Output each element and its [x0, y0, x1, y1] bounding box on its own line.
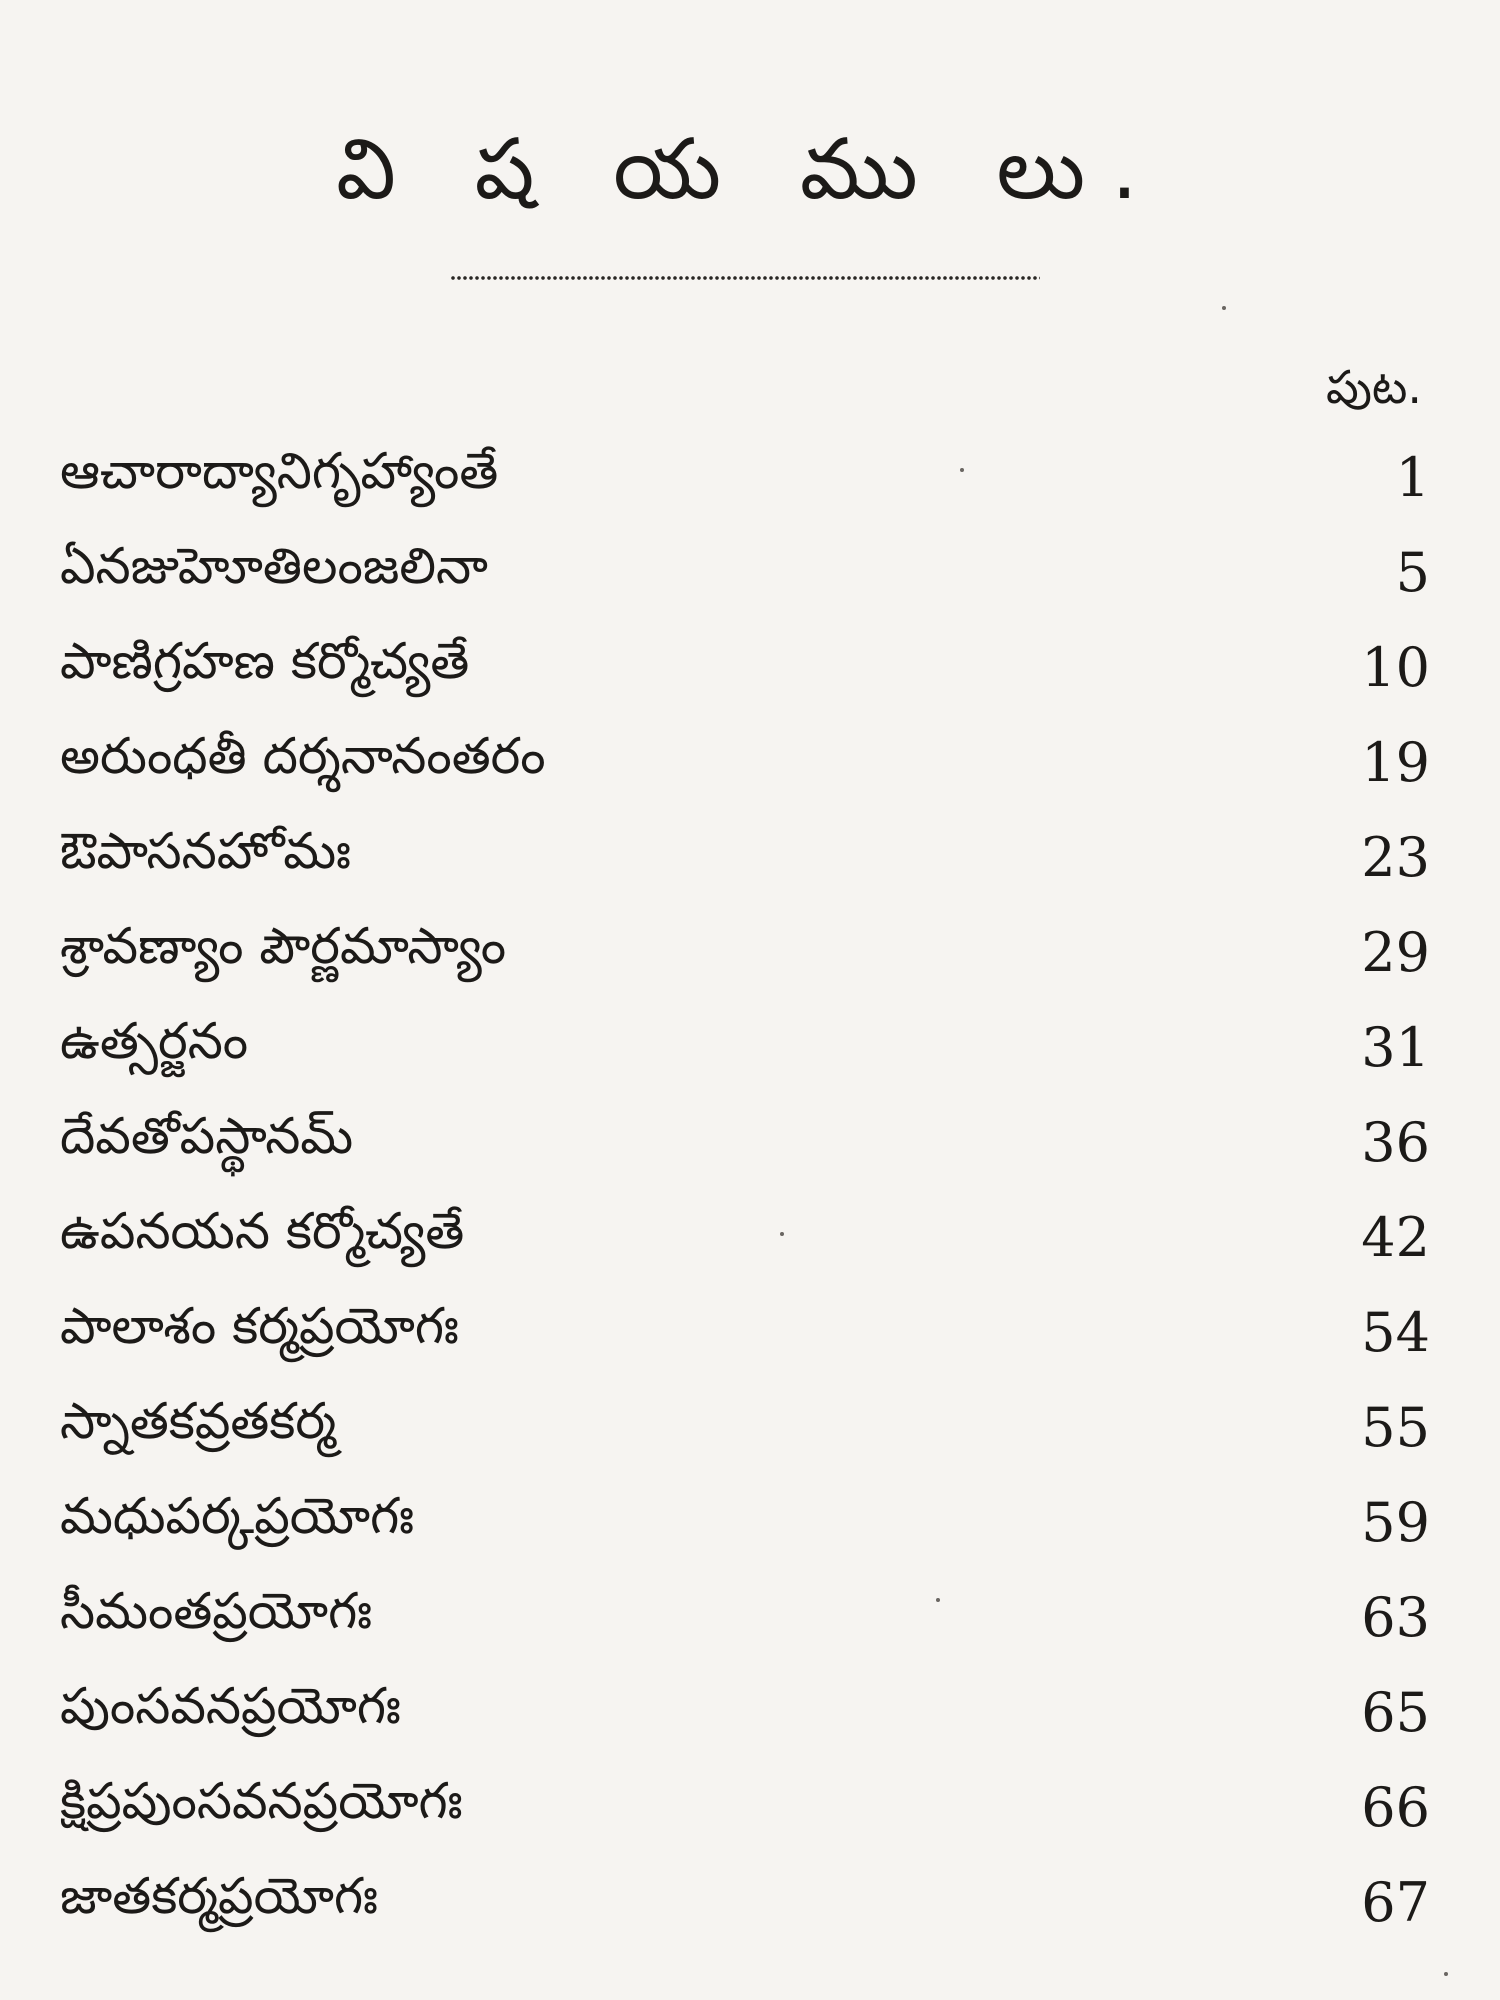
toc-entry — [60, 1285, 1430, 1380]
toc-entry — [60, 525, 1430, 620]
toc-entry-page: 67 — [1361, 1871, 1430, 1934]
paper-speck — [960, 468, 964, 472]
toc-entry — [60, 1475, 1430, 1570]
toc-entry-page: 5 — [1395, 541, 1430, 604]
toc-entry-title: పాణిగ్రహణ కర్మోచ్యతే — [60, 632, 470, 690]
toc-entry-title: పాలాశం కర్మప్రయోగః — [60, 1297, 459, 1355]
toc-entry — [60, 810, 1430, 905]
toc-entry — [60, 430, 1430, 525]
toc-entry-title: అరుంధతీ దర్శనానంతరం — [60, 727, 546, 785]
toc-entry-page: 55 — [1361, 1396, 1430, 1459]
toc-entry-title: ఏనజుహెూతిలంజలినా — [60, 537, 488, 595]
paper-speck — [1444, 1972, 1448, 1976]
toc-entry-title: దేవతోపస్థానమ్ — [60, 1107, 354, 1165]
toc-entry — [60, 1760, 1430, 1855]
toc-entry-page: 19 — [1361, 731, 1430, 794]
toc-entry — [60, 1095, 1430, 1190]
toc-entry-page: 42 — [1361, 1206, 1430, 1269]
paper-speck — [1222, 306, 1226, 310]
paper-speck — [780, 1232, 784, 1236]
toc-entry-title: ఉపనయన కర్మోచ్యతే — [60, 1202, 465, 1260]
toc-entry-page: 1 — [1395, 446, 1430, 509]
toc-entry-page: 23 — [1361, 826, 1430, 889]
toc-entry-title: క్షిప్రపుంసవనప్రయోగః — [60, 1772, 463, 1830]
toc-entry — [60, 1665, 1430, 1760]
toc-entry — [60, 905, 1430, 1000]
toc-entry-title: ఉత్సర్జనం — [60, 1012, 249, 1070]
toc-entry-title: శ్రావణ్యాం పౌర్ణమాస్యాం — [60, 917, 507, 975]
toc-entry-page: 29 — [1361, 921, 1430, 984]
toc-entry-page: 36 — [1361, 1111, 1430, 1174]
toc-entry-title: సీమంతప్రయోగః — [60, 1582, 373, 1640]
page-title: వి ష య ము లు. — [336, 120, 1164, 218]
table-of-contents — [60, 430, 1430, 1950]
toc-entry-page: 59 — [1361, 1491, 1430, 1554]
toc-entry-page: 31 — [1361, 1016, 1430, 1079]
page-column-header: పుట. — [1325, 360, 1422, 414]
toc-entry — [60, 1190, 1430, 1285]
toc-entry-title: స్నాతకవ్రతకర్మ — [60, 1392, 337, 1450]
toc-entry-title: మధుపర్కప్రయోగః — [60, 1487, 415, 1545]
toc-entry — [60, 1380, 1430, 1475]
toc-entry-page: 66 — [1361, 1776, 1430, 1839]
toc-entry — [60, 1570, 1430, 1665]
toc-entry — [60, 620, 1430, 715]
toc-entry — [60, 1855, 1430, 1950]
toc-entry-title: ఔపాసనహోమః — [60, 822, 351, 880]
toc-entry-page: 65 — [1361, 1681, 1430, 1744]
paper-speck — [936, 1598, 940, 1602]
toc-entry-title: ఆచారాద్యానిగృహ్యాంతే — [60, 442, 499, 500]
toc-entry-page: 63 — [1361, 1586, 1430, 1649]
toc-entry-page: 10 — [1361, 636, 1430, 699]
toc-entry-page: 54 — [1361, 1301, 1430, 1364]
toc-entry-title: జాతకర్మప్రయోగః — [60, 1867, 378, 1925]
toc-entry — [60, 715, 1430, 810]
dotted-divider — [450, 272, 1040, 284]
toc-entry-title: పుంసవనప్రయోగః — [60, 1677, 401, 1735]
toc-entry — [60, 1000, 1430, 1095]
